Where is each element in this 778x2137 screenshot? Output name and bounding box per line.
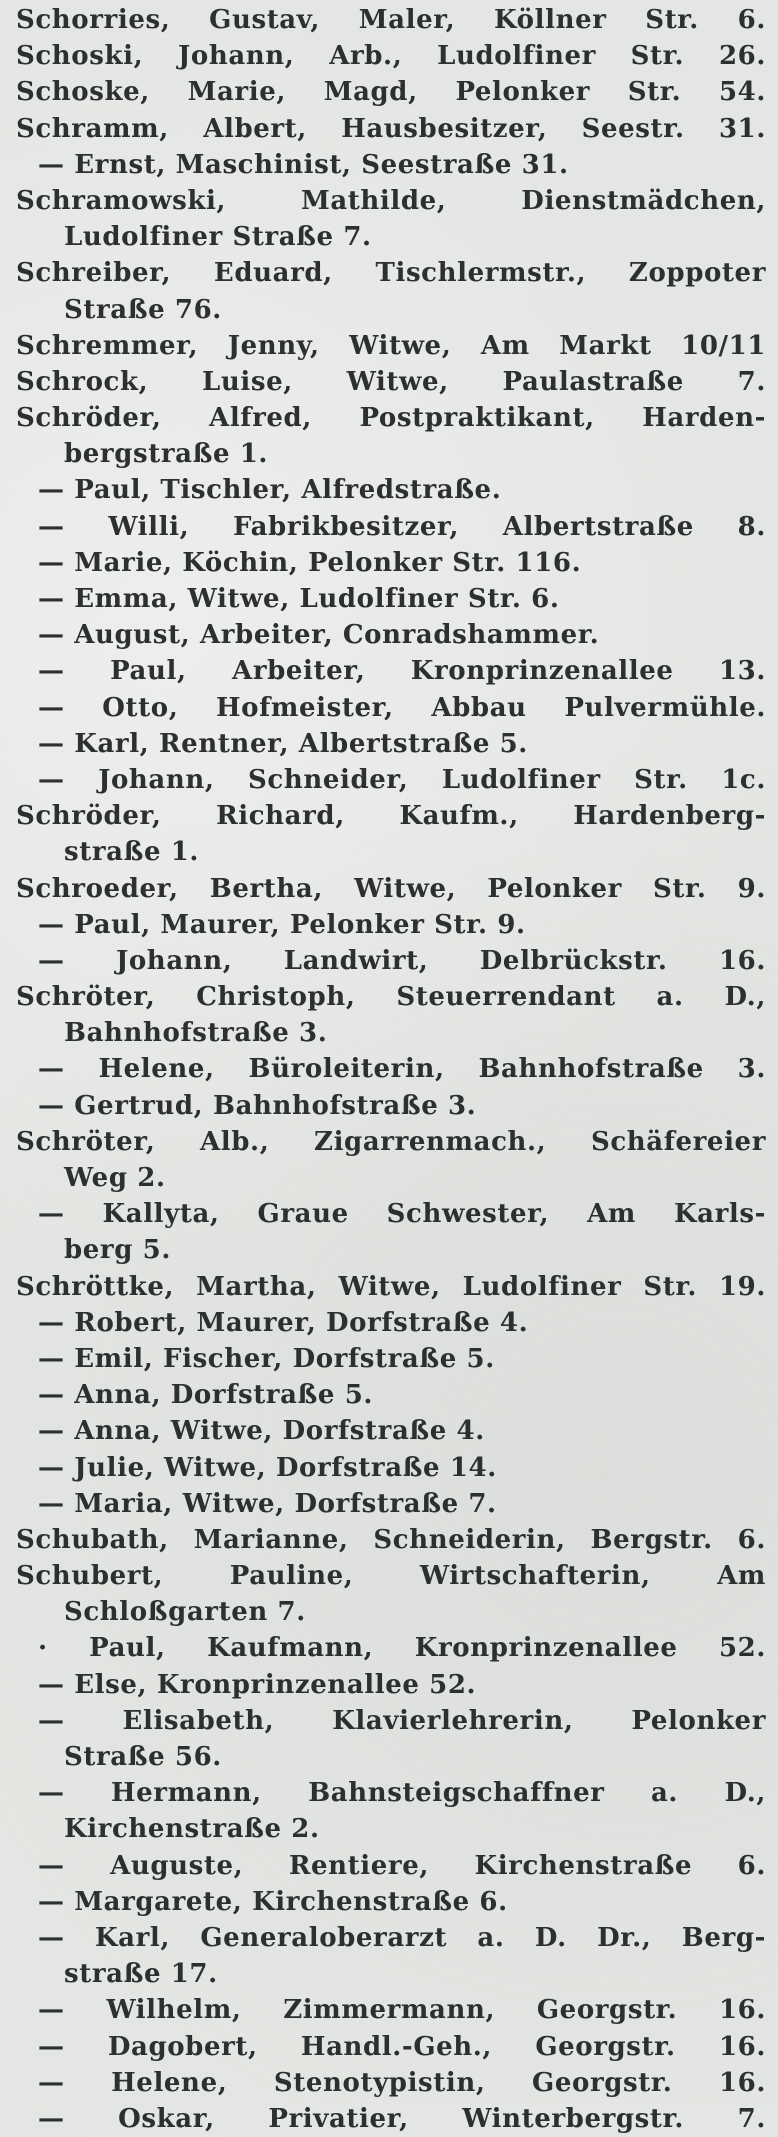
entry-line: · Paul, Kaufmann, Kronprinzenallee 52. [38,1633,766,1664]
entry-line: Schubath, Marianne, Schneiderin, Bergstr. 6. [16,1524,766,1555]
directory-entry [16,1884,766,1920]
entry-continuation-line: Weg 2. [64,1163,166,1193]
entry-line: — Helene, Stenotypistin, Georgstr. 16. [38,2067,766,2098]
directory-entry [16,1377,766,1413]
entry-line: Schremmer, Jenny, Witwe, Am Markt 10/11 [16,330,766,361]
entry-continuation-line: berg 5. [64,1235,171,1266]
entry-continuation-line: Straße 76. [64,294,222,325]
directory-entry-list [16,2,766,2137]
entry-continuation-line: Straße 56. [64,1742,222,1772]
directory-entry [16,690,766,726]
directory-entry [16,943,766,979]
directory-entry [16,1413,766,1449]
entry-line: — Oskar, Privatier, Winterbergstr. 7. [38,2103,766,2134]
entry-line: Schröter, Christoph, Steuerrendant a. D., [16,982,766,1013]
directory-entry [16,1486,766,1522]
directory-entry [16,1848,766,1884]
directory-entry [16,509,766,545]
entry-line: — Johann, Landwirt, Delbrückstr. 16. [38,945,766,976]
entry-line: Schorries, Gustav, Maler, Köllner Str. 6. [16,5,766,35]
entry-line: Schröder, Richard, Kaufm., Hardenberg- [16,801,766,832]
directory-entry [16,1124,766,1196]
directory-entry [16,1341,766,1377]
entry-line: Schreiber, Eduard, Tischlermstr., Zoppoter [16,258,766,289]
directory-entry [16,147,766,183]
directory-entry [16,328,766,364]
entry-line: — Kallyta, Graue Schwester, Am Karls- [38,1199,766,1230]
entry-line: — Else, Kronprinzenallee 52. [38,1669,477,1700]
entry-line: — Wilhelm, Zimmermann, Georgstr. 16. [38,1995,766,2026]
directory-entry [16,2101,766,2137]
entry-line: Schramm, Albert, Hausbesitzer, Seestr. 31. [16,113,766,144]
directory-entry [16,545,766,581]
entry-line: — Karl, Rentner, Albertstraße 5. [38,728,528,759]
directory-entry [16,255,766,327]
directory-entry [16,1269,766,1305]
entry-line: — Willi, Fabrikbesitzer, Albertstraße 8. [38,511,766,542]
directory-entry [16,907,766,943]
entry-line: Schroeder, Bertha, Witwe, Pelonker Str. 9. [16,873,766,904]
entry-line: Schubert, Pauline, Wirtschafterin, Am [16,1561,766,1592]
entry-line: — Helene, Büroleiterin, Bahnhofstraße 3. [38,1054,766,1085]
directory-entry [16,871,766,907]
directory-entry [16,617,766,653]
entry-line: — Robert, Maurer, Dorfstraße 4. [38,1307,529,1338]
directory-entry [16,762,766,798]
directory-entry [16,2,766,38]
directory-entry [16,581,766,617]
entry-line: — Julie, Witwe, Dorfstraße 14. [38,1452,497,1483]
entry-line: — Marie, Köchin, Pelonker Str. 116. [38,547,582,578]
entry-line: — August, Arbeiter, Conradshammer. [38,620,600,651]
entry-continuation-line: Schloßgarten 7. [64,1597,306,1628]
entry-line: — Ernst, Maschinist, Seestraße 31. [38,149,569,180]
entry-line: — Paul, Arbeiter, Kronprinzenallee 13. [38,656,766,687]
entry-continuation-line: Ludolfiner Straße 7. [64,222,372,253]
entry-line: — Johann, Schneider, Ludolfiner Str. 1c. [38,764,766,795]
directory-entry [16,1196,766,1268]
directory-entry [16,798,766,870]
entry-continuation-line: bergstraße 1. [64,439,269,470]
entry-line: — Emma, Witwe, Ludolfiner Str. 6. [38,584,560,614]
directory-entry [16,472,766,508]
entry-line: — Paul, Tischler, Alfredstraße. [38,475,502,506]
entry-line: — Maria, Witwe, Dorfstraße 7. [38,1488,497,1519]
entry-line: Schramowski, Mathilde, Dienstmädchen, [16,185,766,216]
directory-entry [16,400,766,472]
directory-entry [16,726,766,762]
entry-continuation-line: Kirchenstraße 2. [64,1814,320,1845]
directory-entry [16,1558,766,1630]
directory-entry [16,1992,766,2028]
entry-continuation-line: straße 1. [64,837,200,868]
directory-entry [16,364,766,400]
directory-entry [16,1630,766,1666]
entry-line: — Elisabeth, Klavierlehrerin, Pelonker [38,1705,766,1736]
directory-entry [16,1775,766,1847]
entry-line: Schröter, Alb., Zigarrenmach., Schäfereier [16,1126,766,1157]
entry-line: — Auguste, Rentiere, Kirchenstraße 6. [38,1850,766,1881]
entry-line: — Karl, Generaloberarzt a. D. Dr., Berg- [38,1922,766,1953]
directory-entry [16,1920,766,1992]
directory-entry [16,38,766,74]
entry-line: — Anna, Dorfstraße 5. [38,1380,374,1411]
directory-entry [16,1088,766,1124]
directory-entry [16,2029,766,2065]
directory-entry [16,183,766,255]
directory-entry [16,1667,766,1703]
directory-entry [16,979,766,1051]
entry-line: — Otto, Hofmeister, Abbau Pulvermühle. [38,692,766,723]
entry-line: — Hermann, Bahnsteigschaffner a. D., [38,1778,766,1809]
directory-entry [16,653,766,689]
entry-line: — Dagobert, Handl.-Geh., Georgstr. 16. [38,2031,766,2062]
entry-line: Schröttke, Martha, Witwe, Ludolfiner Str. 19. [16,1271,766,1302]
entry-line: Schrock, Luise, Witwe, Paulastraße 7. [16,366,766,397]
directory-entry [16,2065,766,2101]
directory-entry [16,1305,766,1341]
entry-line: Schoski, Johann, Arb., Ludolfiner Str. 26. [16,41,766,72]
entry-line: Schröder, Alfred, Postpraktikant, Harden- [16,403,766,434]
entry-line: — Anna, Witwe, Dorfstraße 4. [38,1416,485,1447]
entry-line: — Paul, Maurer, Pelonker Str. 9. [38,909,526,940]
directory-entry [16,1450,766,1486]
entry-line: — Gertrud, Bahnhofstraße 3. [38,1090,477,1121]
directory-entry [16,1703,766,1775]
entry-line: Schoske, Marie, Magd, Pelonker Str. 54. [16,77,766,108]
directory-entry [16,111,766,147]
directory-entry [16,1522,766,1558]
directory-entry [16,1051,766,1087]
entry-continuation-line: Bahnhofstraße 3. [64,1018,328,1049]
entry-continuation-line: straße 17. [64,1959,218,1990]
entry-line: — Emil, Fischer, Dorfstraße 5. [38,1343,495,1374]
entry-line: — Margarete, Kirchenstraße 6. [38,1886,508,1917]
directory-entry [16,74,766,110]
